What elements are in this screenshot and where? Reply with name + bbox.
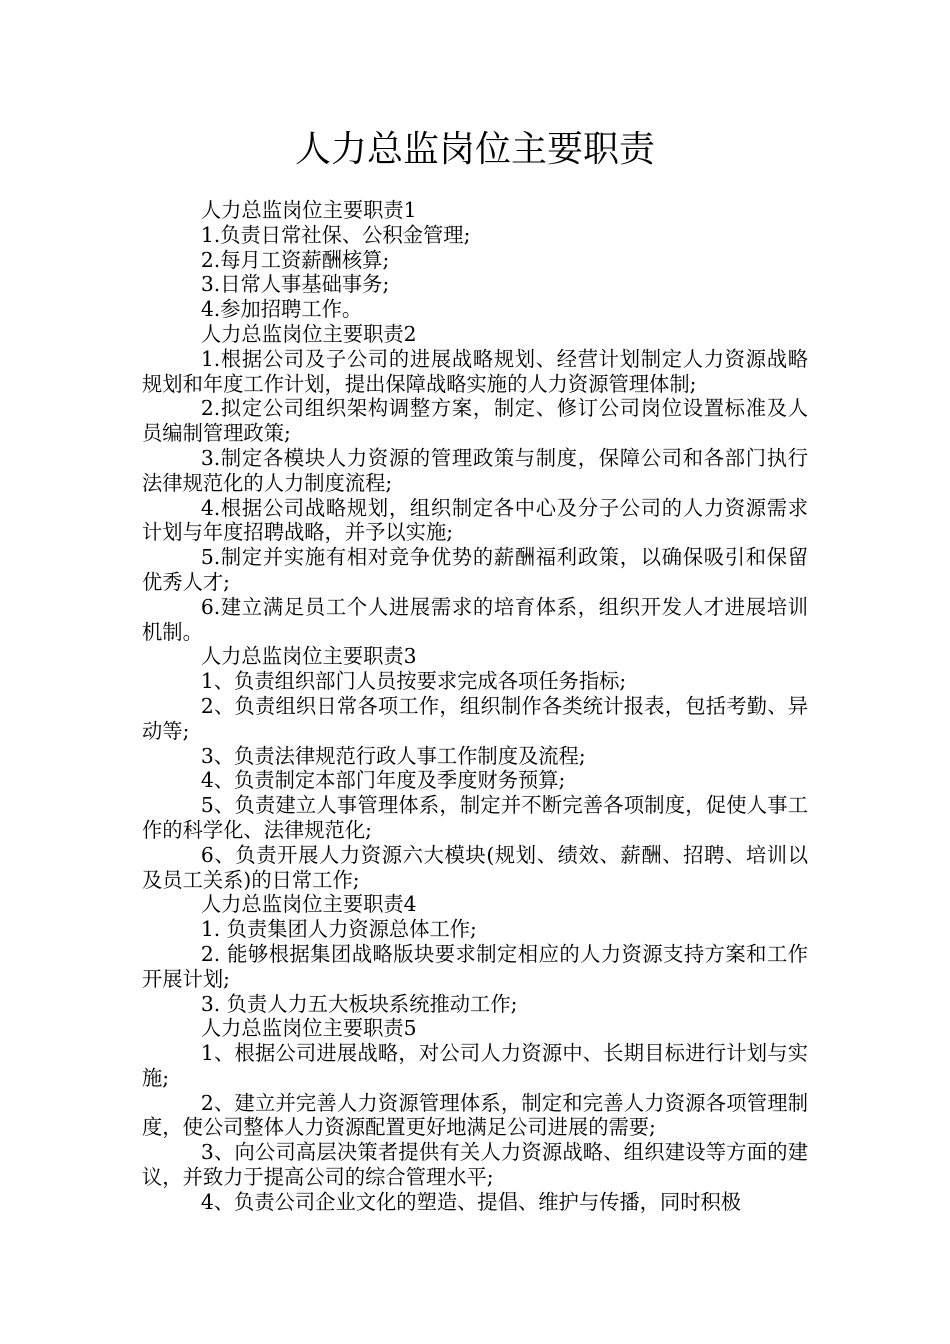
- paragraph: 1.负责日常社保、公积金管理;: [200, 222, 471, 247]
- paragraph: 人力总监岗位主要职责2: [200, 321, 417, 346]
- paragraph: 5、负责建立人事管理体系，制定并不断完善各项制度，促使人事工作的科学化、法律规范化;: [142, 793, 808, 842]
- paragraph: 4.根据公司战略规划，组织制定各中心及分子公司的人力资源需求计划与年度招聘战略，并予以实施;: [142, 495, 808, 545]
- paragraph: 人力总监岗位主要职责5: [200, 1016, 417, 1041]
- paragraph: 1、负责组织部门人员按要求完成各项任务指标;: [200, 669, 627, 694]
- paragraph: 2.拟定公司组织架构调整方案，制定、修订公司岗位设置标准及人员编制管理政策;: [142, 396, 808, 446]
- paragraph: 3.日常人事基础事务;: [200, 272, 390, 297]
- paragraph: 2、建立并完善人力资源管理体系，制定和完善人力资源各项管理制度，使公司整体人力资源配置更好地满足公司进展的需要;: [142, 1090, 808, 1140]
- document-title: 人力总监岗位主要职责: [294, 129, 655, 170]
- paragraph: 人力总监岗位主要职责3: [200, 644, 417, 669]
- paragraph: 人力总监岗位主要职责4: [200, 892, 417, 917]
- paragraph: 4、负责制定本部门年度及季度财务预算;: [200, 768, 566, 793]
- paragraph: 4、负责公司企业文化的塑造、提倡、维护与传播，同时积极: [200, 1189, 742, 1214]
- paragraph: 1. 负责集团人力资源总体工作;: [200, 917, 477, 942]
- paragraph: 3.制定各模块人力资源的管理政策与制度，保障公司和各部门执行法律规范化的人力制度流程;: [142, 445, 808, 495]
- paragraph: 1.根据公司及子公司的进展战略规划、经营计划制定人力资源战略规划和年度工作计划，提出保障战略实施的人力资源管理体制;: [142, 346, 808, 396]
- paragraph: 6、负责开展人力资源六大模块(规划、绩效、薪酬、招聘、培训以及员工关系)的日常工作;: [142, 842, 808, 892]
- paragraph: 4.参加招聘工作。: [200, 297, 363, 322]
- paragraph: 3. 负责人力五大板块系统推动工作;: [200, 991, 518, 1016]
- paragraph: 3、向公司高层决策者提供有关人力资源战略、组织建设等方面的建议，并致力于提高公司的综合管理水平;: [142, 1140, 808, 1190]
- paragraph: 5.制定并实施有相对竞争优势的薪酬福利政策，以确保吸引和保留优秀人才;: [142, 545, 808, 594]
- paragraph: 1、根据公司进展战略，对公司人力资源中、长期目标进行计划与实施;: [142, 1041, 808, 1090]
- paragraph: 人力总监岗位主要职责1: [200, 198, 417, 222]
- paragraph: 2、负责组织日常各项工作，组织制作各类统计报表，包括考勤、异动等;: [142, 693, 808, 743]
- paragraph: 2. 能够根据集团战略版块要求制定相应的人力资源支持方案和工作开展计划;: [142, 941, 808, 991]
- document-body: [142, 198, 808, 1215]
- paragraph: 2.每月工资薪酬核算;: [200, 247, 390, 272]
- paragraph: 3、负责法律规范行政人事工作制度及流程;: [200, 743, 586, 768]
- paragraph: 6.建立满足员工个人进展需求的培育体系，组织开发人才进展培训机制。: [142, 594, 808, 644]
